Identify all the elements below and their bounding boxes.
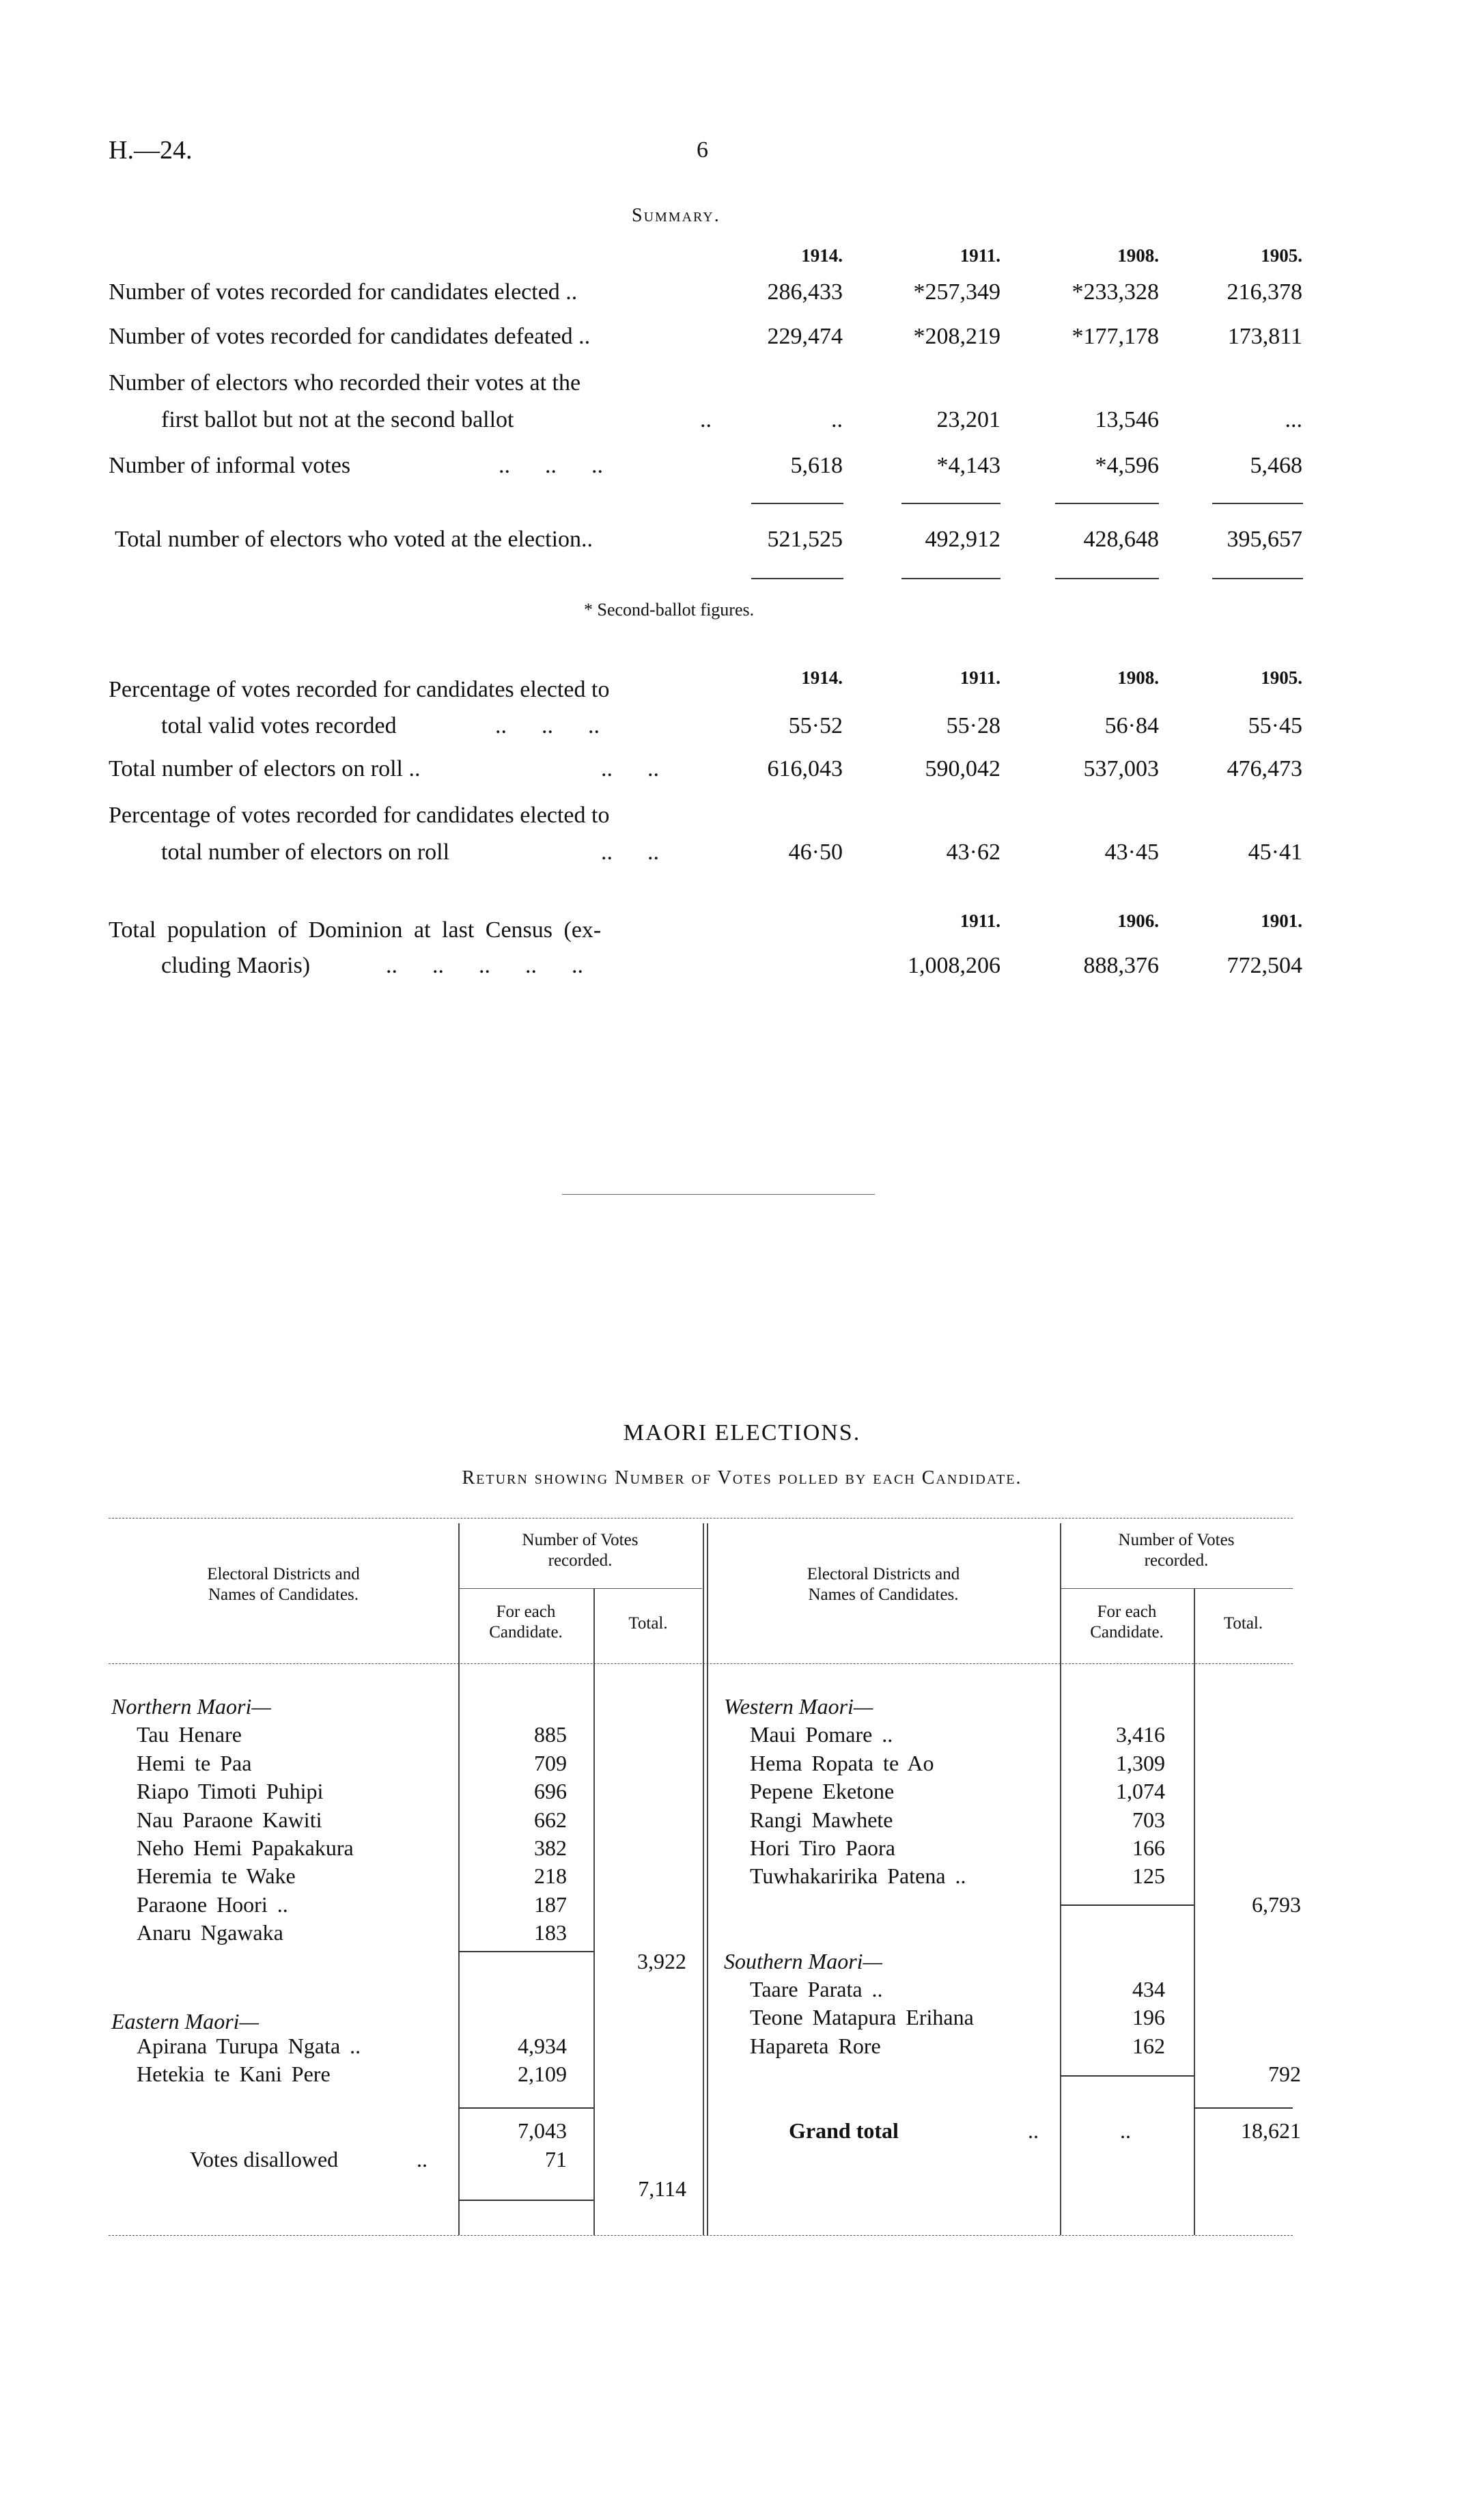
- votes-disallowed-value: 71: [545, 2147, 567, 2172]
- value: *208,219: [913, 324, 1000, 349]
- header-text: Number of Votes: [522, 1531, 639, 1549]
- candidate-votes: 4,934: [518, 2033, 567, 2058]
- header-text: Number of Votes: [1118, 1531, 1235, 1549]
- row-label: Total number of electors on roll ..: [109, 756, 421, 781]
- row-label: Number of electors who recorded their votes at the: [109, 370, 581, 396]
- candidate-name: Heremia te Wake: [137, 1863, 296, 1889]
- subtotal-rule: [1060, 2075, 1194, 2077]
- grand-total-value: 18,621: [1241, 2118, 1301, 2143]
- document-reference: H.—24.: [109, 136, 193, 165]
- row-label: Total number of electors who voted at the election..: [115, 527, 593, 552]
- candidate-name: Hemi te Paa: [137, 1750, 252, 1775]
- value: *177,178: [1072, 324, 1159, 349]
- row-label-continued: first ballot but not at the second ballot: [161, 407, 514, 432]
- sum-rule: [1212, 503, 1303, 504]
- district-heading: Northern Maori—: [111, 1694, 271, 1719]
- candidate-name: Rangi Mawhete: [750, 1807, 893, 1832]
- column-line: [1194, 1588, 1195, 2235]
- candidate-name: Tau Henare: [137, 1722, 242, 1747]
- candidate-name: Pepene Eketone: [750, 1779, 895, 1804]
- value: *257,349: [913, 279, 1000, 305]
- maori-elections-title: MAORI ELECTIONS.: [623, 1420, 861, 1445]
- header-text: Electoral Districts and: [207, 1565, 360, 1583]
- value: 590,042: [925, 756, 1000, 781]
- value: 229,474: [767, 324, 843, 349]
- footnote: * Second-ballot figures.: [584, 600, 755, 620]
- candidate-name: Nau Paraone Kawiti: [137, 1807, 322, 1832]
- value: 56·84: [1104, 713, 1159, 738]
- leader-dots: ..: [417, 2147, 428, 2172]
- district-heading: Southern Maori—: [724, 1949, 882, 1973]
- candidate-votes: 1,309: [1116, 1750, 1165, 1775]
- candidate-name: Hema Ropata te Ao: [750, 1750, 934, 1775]
- candidate-name: Riapo Timoti Puhipi: [137, 1779, 324, 1804]
- leader-dots: ..: [700, 407, 712, 432]
- district-heading: Eastern Maori—: [111, 2009, 259, 2034]
- candidate-name: Hapareta Rore: [750, 2033, 881, 2058]
- maori-elections-subtitle: Return showing Number of Votes polled by each Candidate.: [462, 1467, 1022, 1488]
- row-label: Number of votes recorded for candidates elected ..: [109, 279, 578, 305]
- southern-total: 792: [1268, 2062, 1301, 2086]
- candidate-name: Paraone Hoori ..: [137, 1891, 288, 1917]
- value: 492,912: [925, 527, 1000, 552]
- year-header: 1905.: [1261, 245, 1302, 266]
- value: 45·41: [1248, 840, 1302, 865]
- value: 428,648: [1083, 527, 1159, 552]
- leader-dots: .. ..: [601, 840, 659, 865]
- value: 43·45: [1104, 840, 1159, 865]
- header-votes: [1060, 1530, 1293, 1571]
- candidate-name: Apirana Turupa Ngata ..: [137, 2033, 361, 2058]
- total-rule: [1055, 578, 1159, 579]
- row-label-continued: cluding Maoris): [161, 953, 311, 978]
- district-heading: Western Maori—: [724, 1694, 873, 1719]
- candidate-name: Neho Hemi Papakakura: [137, 1835, 354, 1860]
- header-votes: [458, 1530, 702, 1571]
- value: 476,473: [1227, 756, 1302, 781]
- value: 521,525: [767, 527, 843, 552]
- header-text: Electoral Districts and: [807, 1565, 960, 1583]
- candidate-votes: 2,109: [518, 2062, 567, 2087]
- candidate-name: Teone Matapura Erihana: [750, 2005, 974, 2030]
- eastern-total: 7,114: [638, 2176, 686, 2201]
- year-header: 1911.: [960, 667, 1000, 688]
- leader-dots: .. .. ..: [495, 713, 600, 738]
- western-total: 6,793: [1252, 1892, 1301, 1917]
- header-subrule: [1060, 1588, 1293, 1589]
- leader-dots: .. .. .. .. ..: [386, 953, 583, 978]
- table-top-border: [109, 1518, 1293, 1519]
- subtotal-rule: [458, 1951, 593, 1952]
- votes-disallowed-label: Votes disallowed: [190, 2147, 339, 2172]
- candidate-votes: 1,074: [1116, 1779, 1165, 1804]
- sum-rule: [901, 503, 1000, 504]
- candidate-votes: 382: [534, 1835, 567, 1860]
- leader-dots: .. ..: [601, 756, 659, 781]
- header-text: recorded.: [548, 1551, 613, 1570]
- total-rule: [901, 578, 1000, 579]
- value: 23,201: [936, 407, 1000, 432]
- header-subrule: [458, 1588, 702, 1589]
- candidate-votes: 434: [1132, 1977, 1165, 2001]
- value: 537,003: [1083, 756, 1159, 781]
- header-for-each: [458, 1602, 593, 1643]
- candidate-votes: 885: [534, 1722, 567, 1747]
- leader-dots: ..: [1120, 2118, 1131, 2143]
- candidate-name: Maui Pomare ..: [750, 1722, 893, 1747]
- row-label-continued: total number of electors on roll: [161, 840, 450, 865]
- value: 55·45: [1248, 713, 1302, 738]
- candidate-votes: 218: [534, 1863, 567, 1889]
- year-header: 1908.: [1117, 667, 1159, 688]
- row-label: Total population of Dominion at last Census (ex-: [109, 917, 602, 943]
- page-number: 6: [697, 137, 708, 163]
- northern-total: 3,922: [637, 1949, 686, 1973]
- candidate-votes: 187: [534, 1891, 567, 1917]
- candidate-name: Hetekia te Kani Pere: [137, 2062, 331, 2087]
- header-text: recorded.: [1144, 1551, 1209, 1570]
- value: 173,811: [1227, 324, 1302, 349]
- value: *4,143: [936, 453, 1000, 478]
- value: 1,008,206: [908, 953, 1000, 978]
- value: 55·28: [946, 713, 1000, 738]
- candidate-votes: 166: [1132, 1835, 1165, 1860]
- section-divider: [562, 1194, 875, 1195]
- header-total: Total.: [1223, 1614, 1263, 1633]
- header-text: Candidate.: [489, 1623, 563, 1641]
- column-line: [703, 1523, 704, 2235]
- value: 888,376: [1083, 953, 1159, 978]
- value: 55·52: [788, 713, 843, 738]
- column-line: [593, 1588, 595, 2235]
- year-header: 1914.: [801, 245, 843, 266]
- header-text: Names of Candidates.: [208, 1585, 359, 1604]
- value: 216,378: [1227, 279, 1302, 305]
- candidate-votes: 3,416: [1116, 1722, 1165, 1747]
- value: 46·50: [788, 840, 843, 865]
- year-header: 1908.: [1117, 245, 1159, 266]
- candidate-name: Taare Parata ..: [750, 1977, 883, 2001]
- total-rule: [751, 578, 843, 579]
- sum-rule: [1055, 503, 1159, 504]
- value: 616,043: [767, 756, 843, 781]
- header-text: For each: [496, 1603, 556, 1621]
- candidate-votes: 662: [534, 1807, 567, 1832]
- candidate-votes: 162: [1132, 2033, 1165, 2058]
- grand-total-label: Grand total: [789, 2118, 899, 2143]
- column-line: [707, 1523, 708, 2235]
- summary-title: Summary.: [632, 205, 720, 226]
- candidate-votes: 196: [1132, 2005, 1165, 2030]
- leader-dots: ..: [1028, 2118, 1039, 2143]
- header-names: [109, 1564, 458, 1605]
- header-names: [707, 1564, 1060, 1605]
- value: ...: [1285, 407, 1302, 432]
- header-total: Total.: [628, 1614, 668, 1633]
- year-header: 1906.: [1117, 911, 1159, 931]
- candidate-votes: 703: [1132, 1807, 1165, 1832]
- subtotal-rule: [1060, 1904, 1194, 1906]
- value: 43·62: [946, 840, 1000, 865]
- header-text: Candidate.: [1090, 1623, 1164, 1641]
- header-text: Names of Candidates.: [808, 1585, 959, 1604]
- candidate-name: Anaru Ngawaka: [137, 1920, 283, 1945]
- year-header: 1911.: [960, 245, 1000, 266]
- candidate-votes: 125: [1132, 1863, 1165, 1889]
- value: 772,504: [1227, 953, 1302, 978]
- table-bottom-border: [109, 2235, 1293, 2236]
- subtotal-rule: [458, 2200, 593, 2201]
- value: 5,468: [1250, 453, 1302, 478]
- value: 286,433: [767, 279, 843, 305]
- eastern-subtotal: 7,043: [518, 2118, 567, 2143]
- row-label-continued: total valid votes recorded: [161, 713, 397, 738]
- value: 5,618: [790, 453, 843, 478]
- value: ..: [831, 407, 843, 432]
- total-rule: [1212, 578, 1303, 579]
- value: 395,657: [1227, 527, 1302, 552]
- table-header-border: [109, 1663, 1293, 1664]
- row-label: Number of votes recorded for candidates defeated ..: [109, 324, 591, 349]
- subtotal-rule: [1194, 2107, 1293, 2109]
- subtotal-rule: [458, 2107, 593, 2109]
- year-header: 1901.: [1261, 911, 1302, 931]
- sum-rule: [751, 503, 843, 504]
- year-header: 1911.: [960, 911, 1000, 931]
- row-label: Percentage of votes recorded for candidates elected to: [109, 803, 610, 828]
- row-label: Number of informal votes: [109, 453, 351, 478]
- value: *233,328: [1072, 279, 1159, 305]
- candidate-votes: 696: [534, 1779, 567, 1804]
- candidate-votes: 183: [534, 1920, 567, 1945]
- value: 13,546: [1095, 407, 1159, 432]
- candidate-votes: 709: [534, 1750, 567, 1775]
- header-text: For each: [1097, 1603, 1157, 1621]
- candidate-name: Hori Tiro Paora: [750, 1835, 895, 1860]
- year-header: 1914.: [801, 667, 843, 688]
- leader-dots: .. .. ..: [499, 453, 603, 478]
- header-for-each: [1060, 1602, 1194, 1643]
- year-header: 1905.: [1261, 667, 1302, 688]
- value: *4,596: [1095, 453, 1159, 478]
- candidate-name: Tuwhakaririka Patena ..: [750, 1863, 966, 1889]
- row-label: Percentage of votes recorded for candidates elected to: [109, 677, 610, 702]
